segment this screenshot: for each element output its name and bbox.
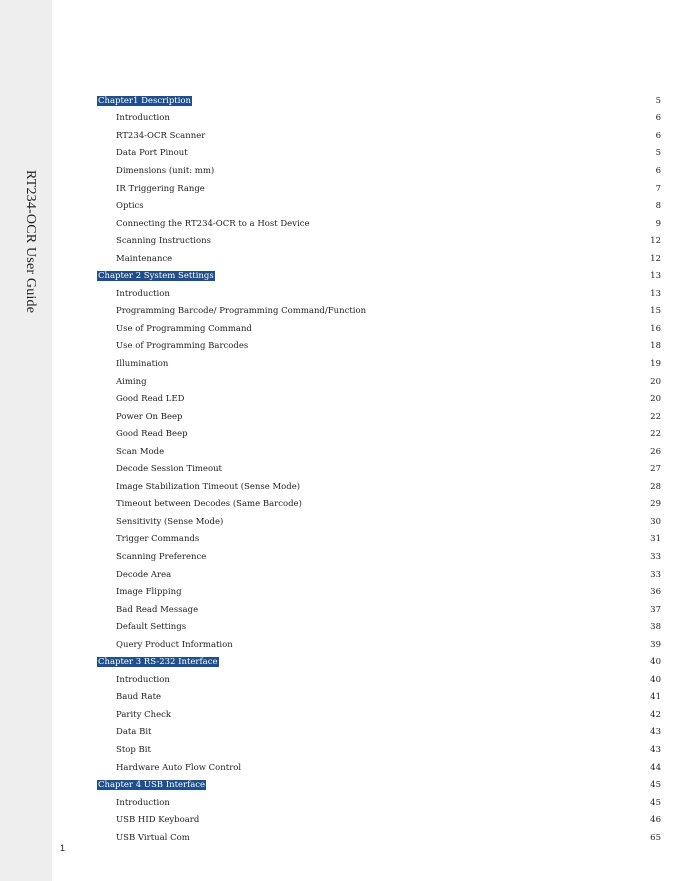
toc-entry-page: 22 <box>650 411 661 422</box>
toc-entry-page: 41 <box>650 692 661 703</box>
toc-section-entry[interactable] <box>97 671 661 689</box>
dot-leader <box>184 588 649 596</box>
dot-leader <box>208 553 648 561</box>
toc-entry-title: Hardware Auto Flow Control <box>116 762 242 773</box>
toc-entry-title: Data Port Pinout <box>116 148 188 159</box>
toc-entry-page: 9 <box>655 218 661 229</box>
dot-leader <box>163 693 648 701</box>
toc-section-entry[interactable] <box>97 548 661 566</box>
dot-leader <box>250 342 648 350</box>
dot-leader <box>172 290 648 298</box>
toc-entry-title: Scanning Instructions <box>116 236 211 247</box>
toc-entry-page: 27 <box>650 464 661 475</box>
toc-section-entry[interactable] <box>97 127 661 145</box>
toc-entry-title: Stop Bit <box>116 745 151 755</box>
toc-entry-page: 42 <box>650 709 661 720</box>
toc-entry-page: 26 <box>650 446 661 457</box>
toc-section-entry[interactable] <box>97 215 661 233</box>
toc-section-entry[interactable] <box>97 531 661 549</box>
toc-entry-page: 13 <box>650 271 661 282</box>
toc-section-entry[interactable] <box>97 145 661 163</box>
toc-chapter-entry[interactable] <box>97 776 661 794</box>
toc-entry-page: 33 <box>650 569 661 580</box>
toc-entry-page: 12 <box>650 253 661 264</box>
toc-entry-title: IR Triggering Range <box>116 183 205 194</box>
dot-leader <box>172 799 648 807</box>
toc-entry-title: Decode Session Timeout <box>116 464 222 475</box>
dot-leader <box>174 255 648 263</box>
toc-entry-page: 5 <box>655 148 661 159</box>
dot-leader <box>149 378 649 386</box>
toc-entry-page: 40 <box>650 674 661 685</box>
document-title: RT234-OCR User Guide <box>23 170 38 314</box>
toc-entry-page: 36 <box>650 587 661 598</box>
toc-entry-title: Dimensions (unit: mm) <box>116 165 215 176</box>
toc-entry-title: Timeout between Decodes (Same Barcode) <box>116 499 302 510</box>
toc-entry-title: Chapter 2 System Settings <box>98 271 214 282</box>
toc-entry-page: 31 <box>650 534 661 545</box>
toc-entry-title: Decode Area <box>116 569 172 580</box>
dot-leader <box>188 623 648 631</box>
toc-section-entry[interactable] <box>97 110 661 128</box>
dot-leader <box>190 149 651 157</box>
table-of-contents <box>97 92 661 847</box>
toc-entry-title: Baud Rate <box>116 692 162 703</box>
toc-entry-page: 6 <box>655 165 661 176</box>
toc-entry-page: 65 <box>650 832 661 843</box>
toc-entry-title: Optics <box>116 201 144 212</box>
dot-leader <box>216 167 651 175</box>
dot-leader <box>153 728 648 736</box>
toc-section-entry[interactable] <box>97 724 661 742</box>
dot-leader <box>194 97 651 105</box>
toc-section-entry[interactable] <box>97 601 661 619</box>
toc-entry-title: Sensitivity (Sense Mode) <box>116 516 224 527</box>
toc-entry-page: 19 <box>650 358 661 369</box>
toc-entry-title: Power On Beep <box>116 411 183 422</box>
dot-leader <box>186 395 648 403</box>
toc-entry-title: Illumination <box>116 358 169 369</box>
toc-section-entry[interactable] <box>97 811 661 829</box>
toc-entry-page: 43 <box>650 727 661 738</box>
toc-entry-page: 45 <box>650 780 661 791</box>
toc-section-entry[interactable] <box>97 390 661 408</box>
toc-entry-page: 39 <box>650 639 661 650</box>
toc-entry-page: 28 <box>650 481 661 492</box>
toc-section-entry[interactable] <box>97 496 661 514</box>
dot-leader <box>190 430 649 438</box>
toc-section-entry[interactable] <box>97 250 661 268</box>
toc-entry-page: 33 <box>650 551 661 562</box>
toc-entry-page: 8 <box>655 201 661 212</box>
dot-leader <box>201 816 648 824</box>
toc-entry-page: 40 <box>650 657 661 668</box>
toc-entry-page: 44 <box>650 762 661 773</box>
toc-entry-page: 7 <box>655 183 661 194</box>
toc-entry-title: Chapter1 Description <box>98 95 192 106</box>
toc-entry-title: Programming Barcode/ Programming Command/Function <box>116 306 367 317</box>
dot-leader <box>207 132 651 140</box>
toc-entry-page: 20 <box>650 376 661 387</box>
toc-section-entry[interactable] <box>97 443 661 461</box>
toc-section-entry[interactable] <box>97 232 661 250</box>
toc-entry-page: 46 <box>650 815 661 826</box>
toc-entry-page: 38 <box>650 622 661 633</box>
toc-entry-page: 6 <box>655 130 661 141</box>
toc-section-entry[interactable] <box>97 320 661 338</box>
dot-leader <box>166 448 648 456</box>
toc-entry-title: Query Product Information <box>116 639 233 650</box>
toc-section-entry[interactable] <box>97 566 661 584</box>
toc-entry-title: Introduction <box>116 797 170 808</box>
toc-entry-page: 18 <box>650 341 661 352</box>
toc-entry-page: 29 <box>650 499 661 510</box>
toc-entry-page: 5 <box>655 95 661 106</box>
toc-section-entry[interactable] <box>97 285 661 303</box>
toc-section-entry[interactable] <box>97 618 661 636</box>
toc-entry-title: Image Flipping <box>116 587 182 598</box>
toc-entry-title: Good Read LED <box>116 394 185 405</box>
toc-entry-page: 12 <box>650 236 661 247</box>
dot-leader <box>221 658 649 666</box>
toc-section-entry[interactable] <box>97 583 661 601</box>
toc-section-entry[interactable] <box>97 706 661 724</box>
dot-leader <box>224 465 648 473</box>
toc-section-entry[interactable] <box>97 741 661 759</box>
dot-leader <box>173 571 648 579</box>
toc-entry-page: 15 <box>650 306 661 317</box>
sidebar-margin <box>0 0 52 881</box>
toc-entry-page: 43 <box>650 745 661 755</box>
toc-section-entry[interactable] <box>97 794 661 812</box>
toc-section-entry[interactable] <box>97 355 661 373</box>
dot-leader <box>201 535 648 543</box>
dot-leader <box>302 483 648 491</box>
toc-entry-title: Maintenance <box>116 253 173 264</box>
toc-section-entry[interactable] <box>97 162 661 180</box>
toc-entry-page: 13 <box>650 288 661 299</box>
toc-section-entry[interactable] <box>97 689 661 707</box>
dot-leader <box>192 834 648 842</box>
toc-section-entry[interactable] <box>97 478 661 496</box>
toc-entry-title: Scanning Preference <box>116 551 207 562</box>
toc-entry-page: 30 <box>650 516 661 527</box>
dot-leader <box>207 185 651 193</box>
toc-entry-page: 45 <box>650 797 661 808</box>
dot-leader <box>235 641 648 649</box>
toc-chapter-entry[interactable] <box>97 92 661 110</box>
toc-entry-title: Introduction <box>116 288 170 299</box>
toc-entry-title: Image Stabilization Timeout (Sense Mode) <box>116 481 301 492</box>
dot-leader <box>208 781 648 789</box>
dot-leader <box>213 237 648 245</box>
toc-chapter-entry[interactable] <box>97 267 661 285</box>
toc-section-entry[interactable] <box>97 460 661 478</box>
toc-entry-title: Aiming <box>116 376 147 387</box>
toc-section-entry[interactable] <box>97 180 661 198</box>
dot-leader <box>153 746 648 754</box>
toc-section-entry[interactable] <box>97 759 661 777</box>
toc-entry-title: Chapter 3 RS-232 Interface <box>98 657 218 668</box>
dot-leader <box>243 764 648 772</box>
toc-entry-title: Bad Read Message <box>116 604 199 615</box>
toc-entry-title: Connecting the RT234-OCR to a Host Device <box>116 218 310 229</box>
dot-leader <box>217 272 648 280</box>
toc-entry-title: Use of Programming Barcodes <box>116 341 249 352</box>
toc-section-entry[interactable] <box>97 197 661 215</box>
toc-entry-title: Data Bit <box>116 727 152 738</box>
toc-entry-title: Introduction <box>116 674 170 685</box>
toc-section-entry[interactable] <box>97 513 661 531</box>
toc-section-entry[interactable] <box>97 373 661 391</box>
toc-chapter-entry[interactable] <box>97 654 661 672</box>
dot-leader <box>254 325 648 333</box>
toc-entry-title: Use of Programming Command <box>116 323 252 334</box>
toc-section-entry[interactable] <box>97 338 661 356</box>
dot-leader <box>312 220 652 228</box>
toc-entry-page: 16 <box>650 323 661 334</box>
dot-leader <box>172 676 648 684</box>
dot-leader <box>368 307 648 315</box>
toc-entry-page: 20 <box>650 394 661 405</box>
toc-entry-title: Chapter 4 USB Interface <box>98 780 206 791</box>
toc-entry-title: USB HID Keyboard <box>116 815 200 826</box>
dot-leader <box>304 500 648 508</box>
toc-entry-page: 22 <box>650 429 661 440</box>
toc-section-entry[interactable] <box>97 425 661 443</box>
toc-entry-title: RT234-OCR Scanner <box>116 130 206 141</box>
toc-entry-title: Good Read Beep <box>116 429 188 440</box>
dot-leader <box>172 114 651 122</box>
dot-leader <box>200 606 648 614</box>
toc-entry-title: Introduction <box>116 113 170 124</box>
toc-section-entry[interactable] <box>97 408 661 426</box>
dot-leader <box>173 711 648 719</box>
dot-leader <box>170 360 648 368</box>
dot-leader <box>225 518 648 526</box>
toc-entry-page: 6 <box>655 113 661 124</box>
toc-entry-page: 37 <box>650 604 661 615</box>
toc-entry-title: USB Virtual Com <box>116 832 190 843</box>
toc-entry-title: Trigger Commands <box>116 534 200 545</box>
toc-section-entry[interactable] <box>97 829 661 847</box>
toc-entry-title: Default Settings <box>116 622 187 633</box>
dot-leader <box>146 202 651 210</box>
toc-section-entry[interactable] <box>97 636 661 654</box>
toc-section-entry[interactable] <box>97 303 661 321</box>
toc-entry-title: Scan Mode <box>116 446 165 457</box>
page-number: 1 <box>60 843 66 853</box>
dot-leader <box>184 413 648 421</box>
toc-entry-title: Parity Check <box>116 709 172 720</box>
